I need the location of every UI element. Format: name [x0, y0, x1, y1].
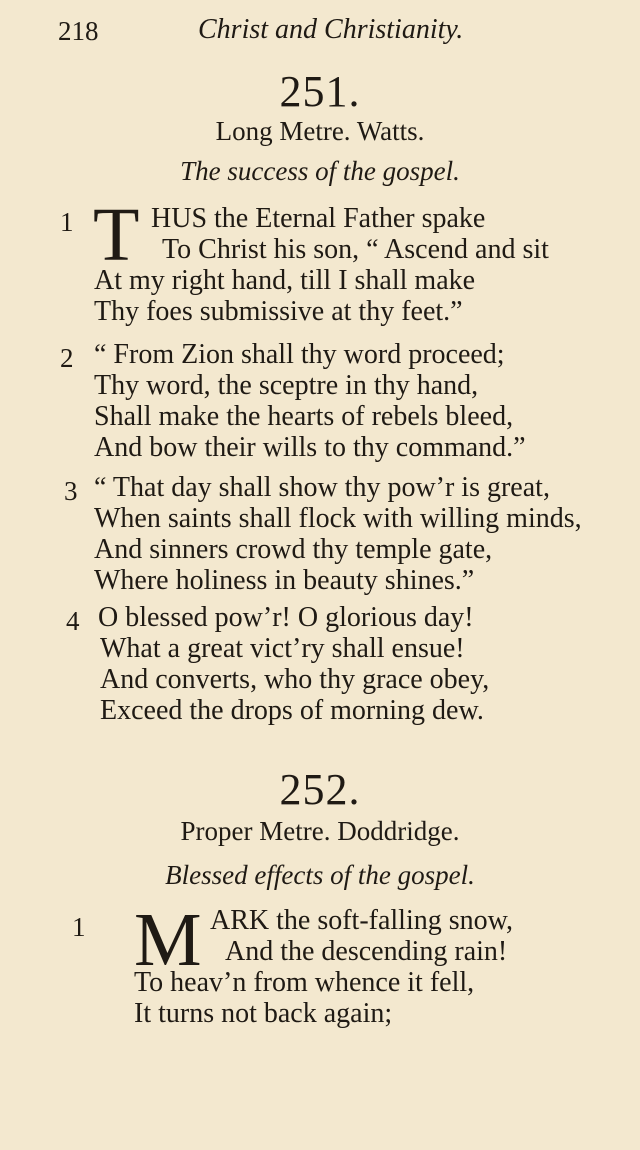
verse-line: To Christ his son, “ Ascend and sit [162, 234, 549, 265]
verse-line: It turns not back again; [134, 998, 393, 1029]
drop-cap: T [93, 193, 140, 277]
running-title: Christ and Christianity. [198, 14, 464, 45]
verse-line: And bow their wills to thy command.” [94, 432, 526, 463]
meter: Long Metre. [215, 116, 351, 146]
hymn-number: 252. [279, 765, 361, 814]
hymn-meter-line [0, 116, 640, 147]
verse-line: And the descending rain! [225, 936, 508, 967]
verse-line: When saints shall flock with willing minds, [94, 503, 582, 534]
hymn-subject: The success of the gospel. [180, 156, 460, 186]
verse-number: 1 [60, 207, 74, 237]
verse-line: Thy word, the sceptre in thy hand, [94, 370, 479, 401]
drop-cap: M [134, 898, 202, 982]
verse-line: HUS the Eternal Father spake [151, 203, 486, 234]
hymn-meter-line [0, 816, 640, 847]
verse-line: And sinners crowd thy temple gate, [94, 534, 493, 565]
meter: Proper Metre. [180, 816, 331, 846]
author: Watts. [356, 116, 425, 146]
verse-line: At my right hand, till I shall make [94, 265, 476, 296]
verse-line: Exceed the drops of morning dew. [100, 695, 484, 726]
hymn-number: 251. [279, 67, 361, 116]
verse-line: “ That day shall show thy pow’r is great, [94, 472, 550, 503]
verse-number: 4 [66, 606, 80, 636]
page-number: 218 [58, 16, 99, 46]
verse-number: 2 [60, 343, 74, 373]
verse-line: Where holiness in beauty shines.” [94, 565, 475, 596]
page-header [58, 14, 600, 54]
author: Doddridge. [337, 816, 460, 846]
verse-line: To heav’n from whence it fell, [134, 967, 475, 998]
verse-line: ARK the soft-falling snow, [210, 905, 514, 936]
hymn-subject: Blessed effects of the gospel. [165, 860, 475, 890]
verse-line: Thy foes submissive at thy feet.” [94, 296, 463, 327]
verse-line: O blessed pow’r! O glorious day! [98, 602, 474, 633]
verse-line: “ From Zion shall thy word proceed; [94, 339, 505, 370]
verse-number: 1 [72, 912, 86, 942]
verse-line: And converts, who thy grace obey, [100, 664, 490, 695]
verse-number: 3 [64, 476, 78, 506]
verse-line: What a great vict’ry shall ensue! [100, 633, 465, 664]
verse-line: Shall make the hearts of rebels bleed, [94, 401, 514, 432]
